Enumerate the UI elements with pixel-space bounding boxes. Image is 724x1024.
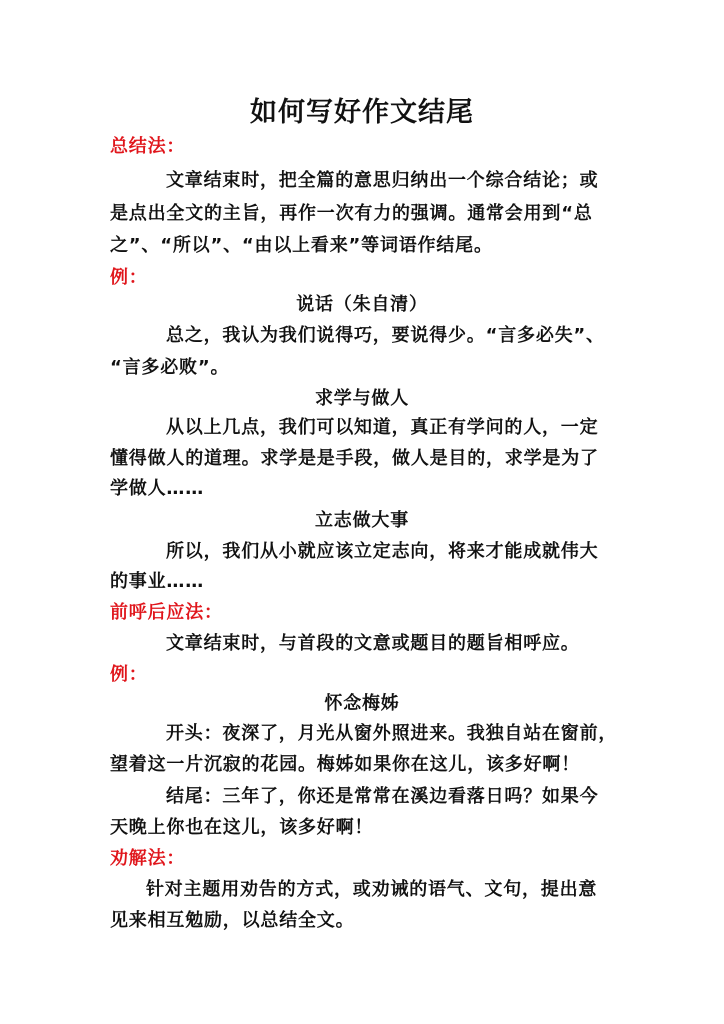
example-title: 求学与做人 [315,388,409,409]
section-heading-advice: 劝解法： [110,848,186,869]
paragraph-line: 从以上几点，我们可以知道，真正有学问的人，一定 [166,417,599,438]
paragraph-line: 学做人…… [110,478,204,499]
paragraph-line: 之”、“所以”、“由以上看来”等词语作结尾。 [110,235,493,256]
paragraph-line: 天晚上你也在这儿，该多好啊！ [110,817,374,838]
document-title: 如何写好作文结尾 [250,97,474,128]
paragraph-line: 懂得做人的道理。求学是是手段，做人是目的，求学是为了 [110,448,599,469]
example-label: 例： [110,267,148,288]
paragraph-line: 是点出全文的主旨，再作一次有力的强调。通常会用到“总 [110,203,593,224]
paragraph-line: 见来相互勉励，以总结全文。 [110,910,355,931]
paragraph-line: 所以，我们从小就应该立定志向，将来才能成就伟大 [166,541,599,562]
paragraph-line: 文章结束时，与首段的文意或题目的题旨相呼应。 [166,633,580,654]
paragraph-line: 文章结束时，把全篇的意思归纳出一个综合结论；或 [166,170,599,191]
section-heading-echo: 前呼后应法： [110,602,223,623]
example-title: 立志做大事 [315,510,409,531]
example-label: 例： [110,664,148,685]
paragraph-line: 结尾：三年了，你还是常常在溪边看落日吗？如果今 [166,786,599,807]
paragraph-line: 望着这一片沉寂的花园。梅姊如果你在这儿，该多好啊！ [110,754,580,775]
section-heading-summary: 总结法： [110,136,186,157]
paragraph-line: 开头：夜深了，月光从窗外照进来。我独自站在窗前， [166,723,618,744]
paragraph-line: “言多必败”。 [110,357,230,378]
paragraph-line: 针对主题用劝告的方式，或劝诫的语气、文句，提出意 [146,879,598,900]
example-title: 说话（朱自清） [296,294,428,315]
paragraph-line: 总之，我认为我们说得巧，要说得少。“言多必失”、 [166,325,605,346]
paragraph-line: 的事业…… [110,571,204,592]
example-title: 怀念梅姊 [324,693,400,714]
